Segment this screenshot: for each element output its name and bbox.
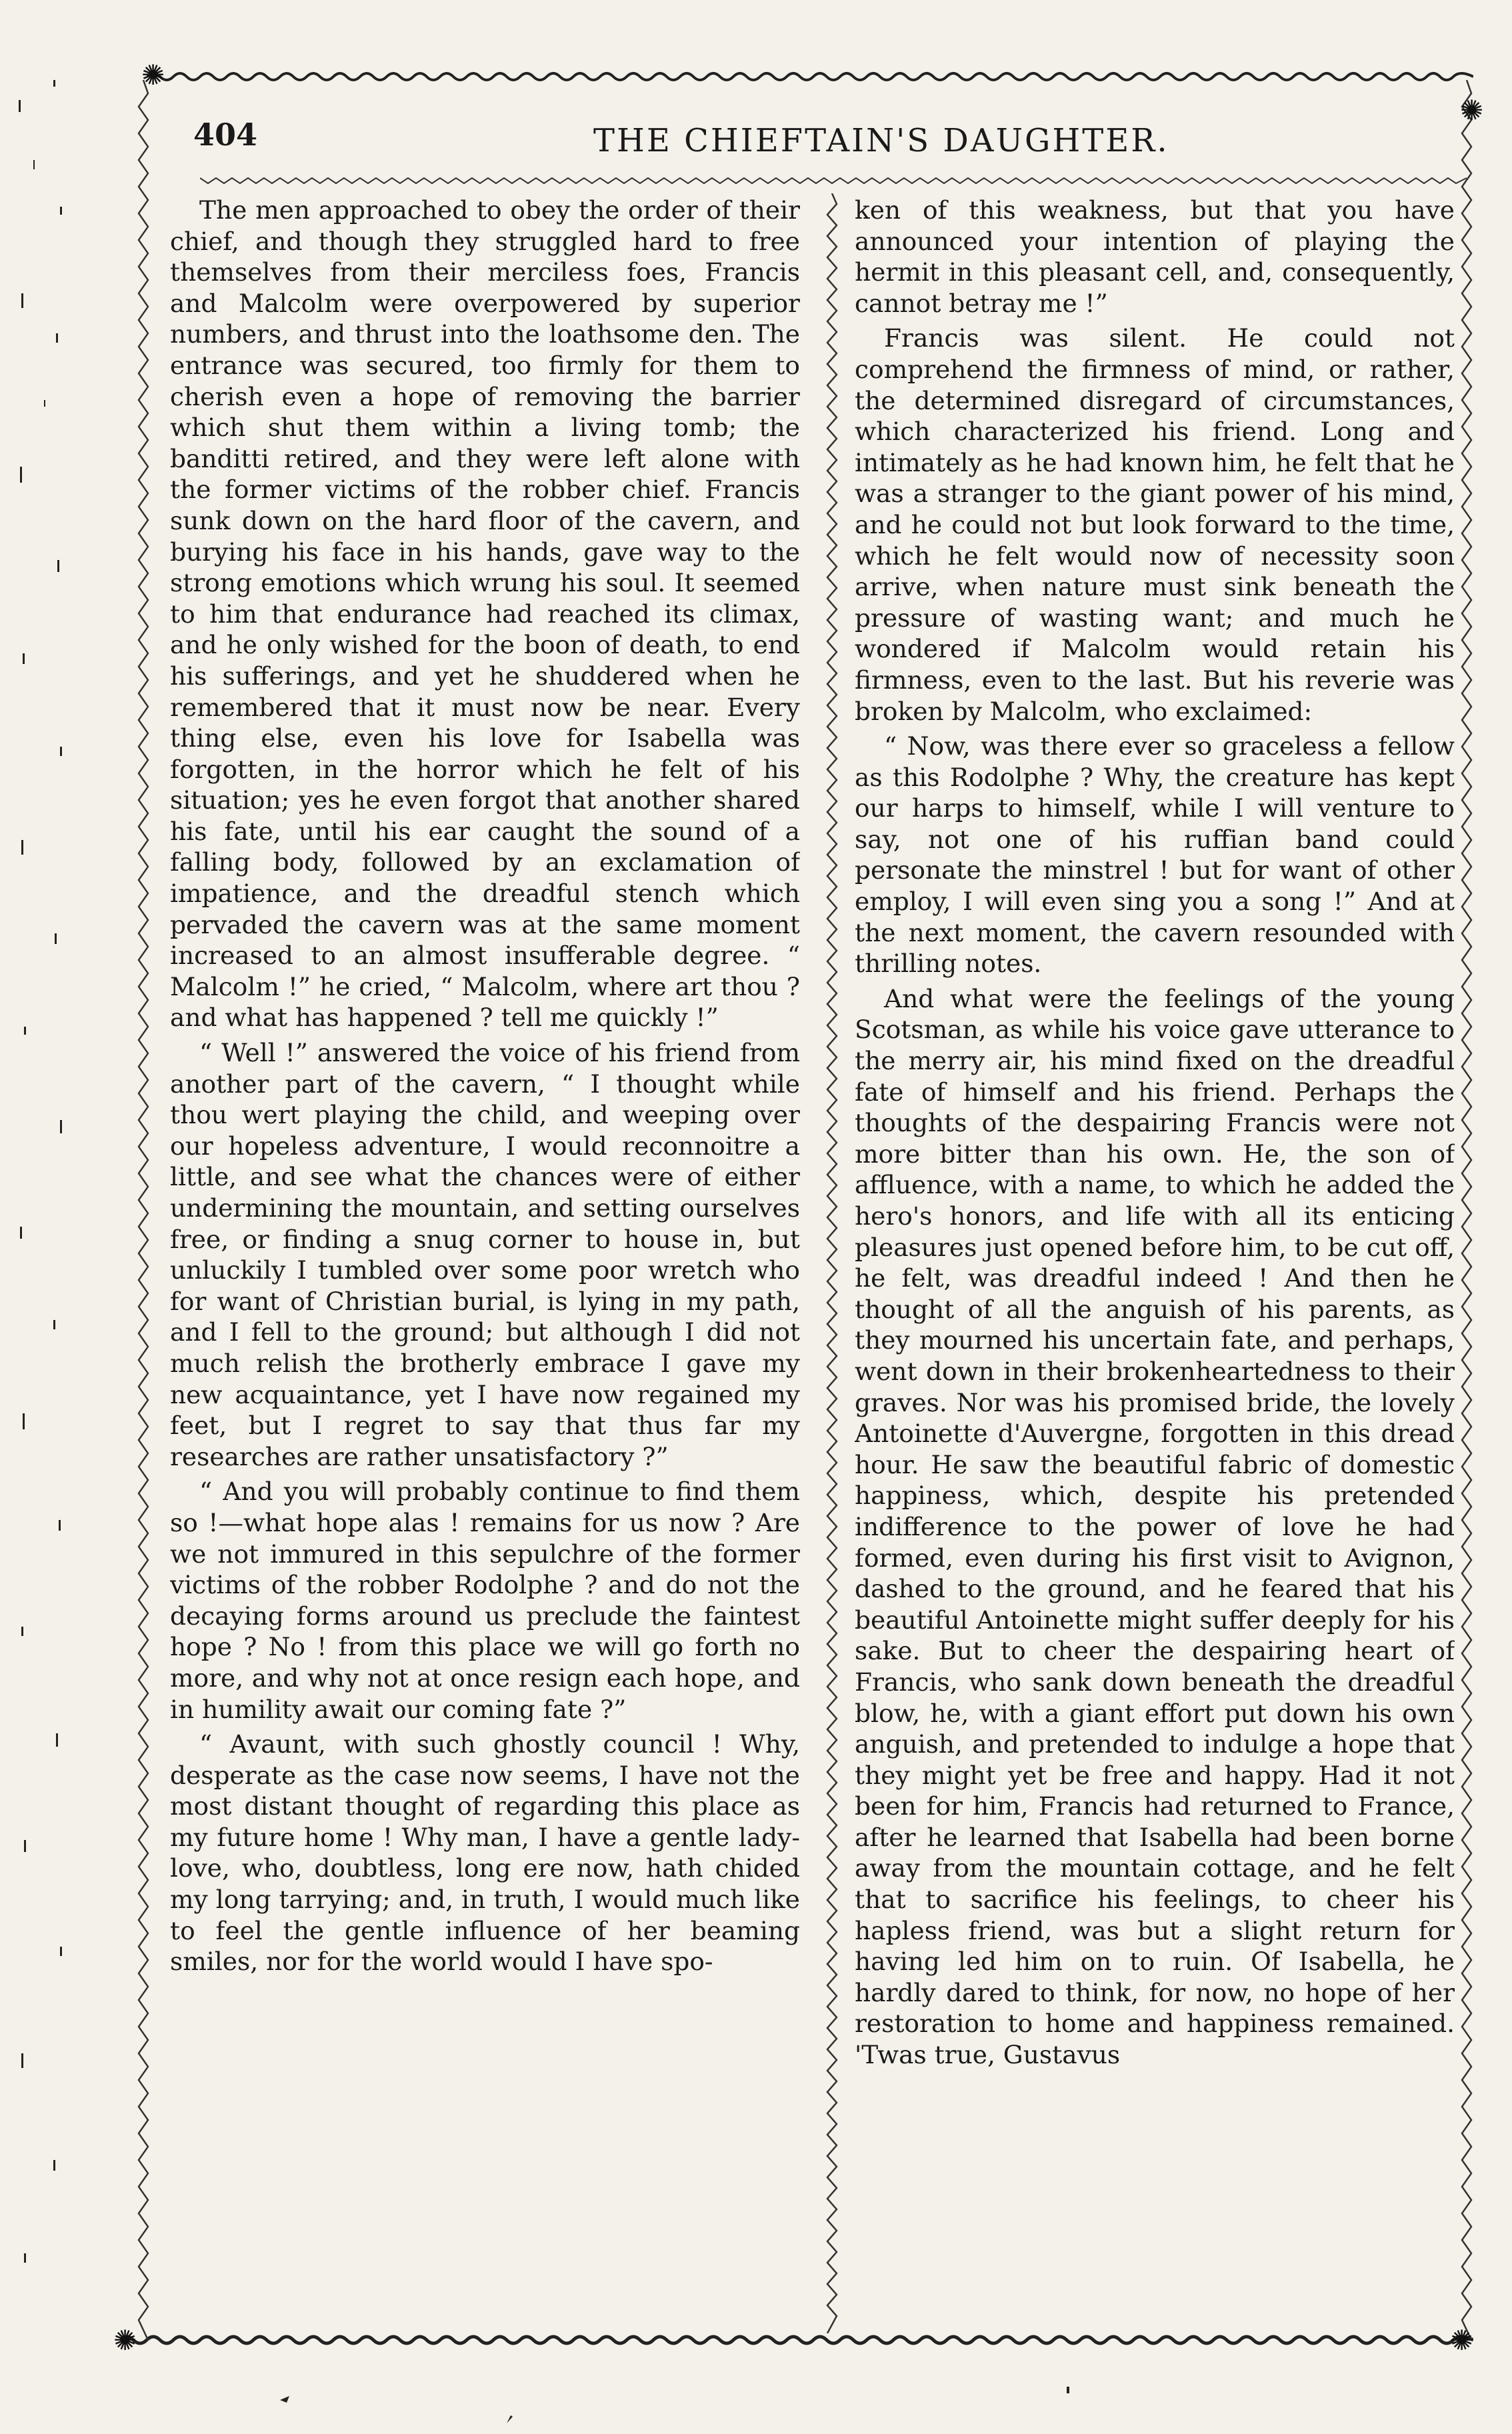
paragraph: “ Well !” answered the voice of his friend from another part of the cavern, “ I thought while thou wert playing the child, and weeping over our hopeless adventure, I would reconnoitre a little, and see what the chances were of either undermining the mountain, and setting ourselves free, or finding a snug corner to house in, but unluckily I tumbled over some poor wretch who for want of Christian burial, is lying in my path, and I fell to the ground; but although I did not much relish the brotherly embrace I gave my new acquaintance, yet I have now regained my feet, but I regret to say that thus far my researches are rather unsatisfactory ?” (170, 1038, 800, 1471)
column-divider (822, 193, 842, 2333)
paragraph: “ And you will probably continue to find them so !—what hope alas ! remains for us now ? Are we not immured in this sepulchre of the former victims of the robber Rodolphe ? and do not the decaying forms around us preclude the faintest hope ? No ! from this place we will go forth no more, and why not at once resign each hope, and in humility await our coming fate ?” (170, 1477, 800, 1724)
top-wavy-border (147, 63, 1473, 90)
right-wavy-border (1457, 80, 1477, 2340)
corner-ornament-bottom-left: ✺ (113, 2324, 137, 2357)
page-header (193, 117, 1427, 170)
paragraph: “ Avaunt, with such ghostly council ! Why, desperate as the case now seems, I have not the most distant thought of regarding this place as my future home ! Why man, I have a gentle lady-love, who, doubtless, long ere now, hath chided my long tarrying; and, in truth, I would much like to feel the gentle influence of her beaming smiles, nor for the world would I have spo- (170, 1729, 800, 1977)
right-column (855, 195, 1455, 2321)
paragraph-continued: ken of this weakness, but that you have announced your intention of playing the hermit in this pleasant cell, and, consequently, cannot betray me !” (855, 195, 1455, 318)
margin-specks-decoration (13, 53, 73, 2320)
corner-ornament-top-left: ✺ (141, 59, 165, 91)
paragraph: Francis was silent. He could not comprehend the firmness of mind, or rather, the determined disregard of circumstances, which characterized his friend. Long and intimately as he had known him, he felt that he was a stranger to the giant power of his mind, and he could not but look forward to the time, which he felt would now of necessity soon arrive, when nature must sink beneath the pressure of wasting want; and much he wondered if Malcolm would retain his firmness, even to the last. But his reverie was broken by Malcolm, who exclaimed: (855, 323, 1455, 726)
paragraph: “ Now, was there ever so graceless a fellow as this Rodolphe ? Why, the creature has kept our harps to himself, while I will venture to say, not one of his ruffian band could personate the minstrel ! but for want of other employ, I will even sing you a song !” And at the next moment, the cavern resounded with thrilling notes. (855, 731, 1455, 979)
bottom-scan-specks (0, 2360, 1512, 2434)
page-number: 404 (193, 117, 258, 153)
paragraph: The men approached to obey the order of their chief, and though they struggled hard to free themselves from their merciless foes, Francis and Malcolm were overpowered by superior numbers, and thrust into the loathsome den. The entrance was secured, too firmly for them to cherish even a hope of removing the barrier which shut them within a living tomb; the banditti retired, and they were left alone with the former victims of the robber chief. Francis sunk down on the hard floor of the cavern, and burying his face in his hands, gave way to the strong emotions which wrung his soul. It seemed to him that endurance had reached its climax, and he only wished for the boon of death, to end his sufferings, and yet he shuddered when he remembered that it must now be near. Every thing else, even his love for Isabella was forgotten, in the horror which he felt of his situation; yes he even forgot that another shared his fate, until his ear caught the sound of a falling body, followed by an exclamation of impatience, and the dreadful stench which pervaded the cavern was at the same moment increased to an almost insufferable degree. “ Malcolm !” he cried, “ Malcolm, where art thou ? and what has happened ? tell me quickly !” (170, 195, 800, 1033)
corner-ornament-bottom-right: ✺ (1450, 2324, 1474, 2357)
paragraph: And what were the feelings of the young Scotsman, as while his voice gave utterance to the merry air, his mind fixed on the dreadful fate of himself and his friend. Perhaps the thoughts of the despairing Francis were not more bitter than his own. He, the son of affluence, with a name, to which he added the hero's honors, and life with all its enticing pleasures just opened before him, to be cut off, he felt, was dreadful indeed ! And then he thought of all the anguish of his parents, as they mourned his uncertain fate, and perhaps, went down in their brokenheartedness to their graves. Nor was his promised bride, the lovely Antoinette d'Auvergne, forgotten in this dread hour. He saw the beautiful fabric of domestic happiness, which, despite his pretended indifference to the power of love he had formed, even during his first visit to Avignon, dashed to the ground, and he feared that his beautiful Antoinette might suffer deeply for his sake. But to cheer the despairing heart of Francis, who sank down beneath the dreadful blow, he, with a giant effort put down his own anguish, and pretended to indulge a hope that they might yet be free and happy. Had it not been for him, Francis had returned to France, after he learned that Isabella had been borne away from the mountain cottage, and he felt that to sacrifice his feelings, to cheer his hapless friend, was but a slight return for having led him on to ruin. Of Isabella, he hardly dared to think, for now, no hope of her restoration to home and happiness remained. 'Twas true, Gustavus (855, 983, 1455, 2070)
left-wavy-border (133, 80, 153, 2340)
corner-ornament-top-right: ✺ (1460, 94, 1484, 127)
running-title: THE CHIEFTAIN'S DAUGHTER. (593, 122, 1169, 159)
bottom-wavy-border (120, 2324, 1474, 2357)
left-column (170, 195, 800, 2321)
header-rule (200, 170, 1467, 190)
